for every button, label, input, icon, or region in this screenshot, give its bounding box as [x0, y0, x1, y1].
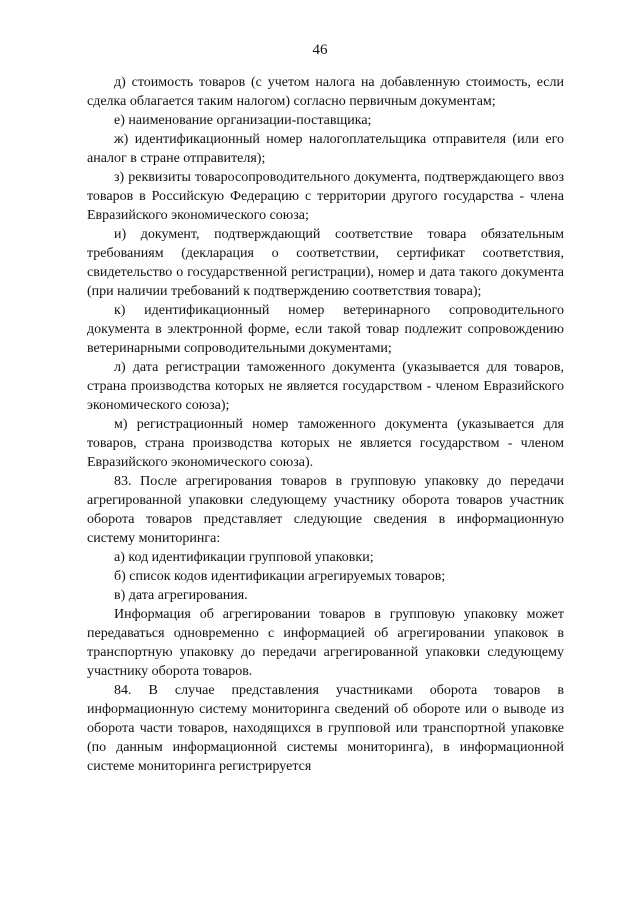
paragraph-section-84: 84. В случае представления участниками оборота товаров в информационную систему мониторинга сведений об обороте или о выводе из оборота части товаров, находящихся в групповой или транспортной упаковке (по данным информационной системы мониторинга), в информационной системе мониторинга регистрируется	[87, 683, 564, 774]
paragraph-item-k: к) идентификационный номер ветеринарного сопроводительного документа в электронной форме, если такой товар подлежит сопровождению ветеринарными сопроводительными документами;	[87, 303, 564, 356]
page-number: 46	[312, 42, 328, 58]
paragraph-item-v: в) дата агрегирования.	[114, 588, 248, 603]
document-body	[87, 73, 564, 776]
paragraph-item-i: и) документ, подтверждающий соответствие товара обязательным требованиям (декларация о соответствии, сертификат соответствия, свидетельство о государственной регистрации), номер и дата такого документа (при наличии требований к подтверждению соответствия товара);	[87, 227, 564, 299]
paragraph-item-l: л) дата регистрации таможенного документа (указывается для товаров, страна производства которых не является государством - членом Евразийского экономического союза);	[87, 360, 564, 413]
paragraph-item-b: б) список кодов идентификации агрегируемых товаров;	[114, 569, 446, 584]
paragraph-item-m: м) регистрационный номер таможенного документа (указывается для товаров, страна производства которых не является государством - членом Евразийского экономического союза).	[87, 417, 564, 470]
paragraph-aggregation-info: Информация об агрегировании товаров в групповую упаковку может передаваться одновременно с информацией об агрегировании упаковок в транспортную упаковку до передачи агрегированной упаковки следующему участнику оборота товаров.	[87, 607, 564, 679]
paragraph-section-83: 83. После агрегирования товаров в групповую упаковку до передачи агрегированной упаковки следующему участнику оборота товаров участник оборота товаров представляет следующие сведения в информационную систему мониторинга:	[87, 474, 564, 546]
paragraph-item-d: д) стоимость товаров (с учетом налога на добавленную стоимость, если сделка облагается таким налогом) согласно первичным документам;	[87, 75, 564, 109]
paragraph-item-z: з) реквизиты товаросопроводительного документа, подтверждающего ввоз товаров в Российскую Федерацию с территории другого государства - члена Евразийского экономического союза;	[87, 170, 564, 223]
paragraph-item-e: е) наименование организации-поставщика;	[114, 113, 372, 128]
paragraph-item-a: а) код идентификации групповой упаковки;	[114, 550, 374, 565]
paragraph-item-zh: ж) идентификационный номер налогоплательщика отправителя (или его аналог в стране отправителя);	[87, 132, 564, 166]
